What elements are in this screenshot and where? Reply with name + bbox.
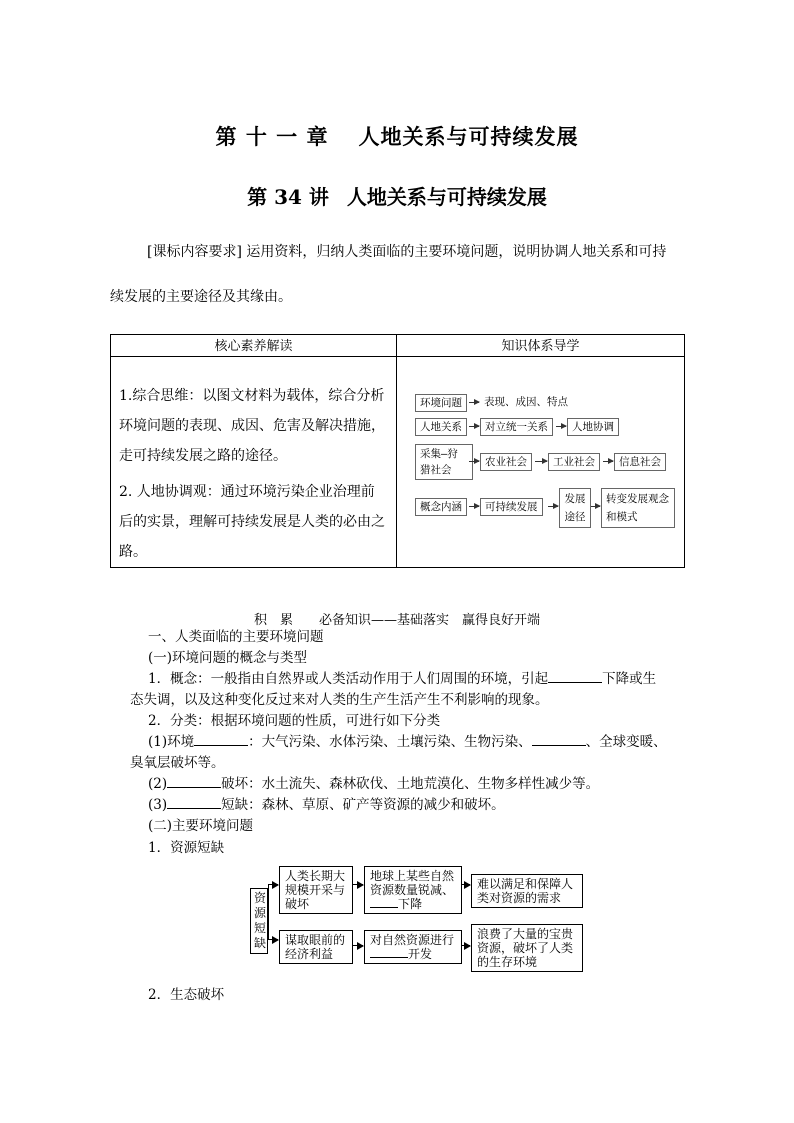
diagram-box: 难以满足和保障人类对资源的需求: [471, 874, 583, 908]
chapter-name: 人地关系与可持续发展: [358, 124, 579, 149]
class-3-b: 短缺：森林、草原、矿产等资源的减少和破坏。: [221, 797, 505, 813]
km-box: 农业社会: [480, 453, 532, 471]
lesson-name: 人地关系与可持续发展: [346, 185, 547, 209]
diagram-arrow: [353, 945, 363, 946]
km-box: 人地关系: [415, 418, 467, 436]
km-arrow: [556, 426, 566, 427]
answer-blank[interactable]: [548, 682, 602, 683]
subheading-ecology: 2．生态破坏: [148, 987, 225, 1003]
concept-line-2: 态失调，以及这种变化反过来对人类的生产生活产生不利影响的现象。: [130, 692, 549, 708]
km-box: 发展途径: [559, 488, 591, 528]
section-title: 积 累 必备知识——基础落实 赢得良好开端: [253, 613, 540, 628]
diagram-arrow: [462, 884, 470, 885]
answer-blank[interactable]: [194, 745, 248, 746]
km-box: 工业社会: [548, 453, 600, 471]
km-box: 环境问题: [415, 394, 467, 412]
class-3-line: [148, 795, 693, 816]
km-box: 人地协调: [567, 418, 619, 436]
diagram-box-text-b: 下降: [398, 897, 423, 911]
class-1-line-2: 臭氧层破坏等。: [130, 755, 225, 771]
diagram-arrow: [353, 884, 363, 885]
km-arrow: [548, 506, 558, 507]
heading-1: 一、人类面临的主要环境问题: [148, 629, 324, 645]
diagram-box-text: 对自然资源进行: [370, 933, 455, 947]
literacy-point-1: 1.综合思维：以图文材料为载体，综合分析环境问题的表现、成因、危害及解决措施，走可持续发展之路的途径。: [119, 388, 385, 464]
km-box: 信息社会: [614, 453, 666, 471]
diagram-box: [364, 930, 462, 964]
diagram-arrow: [268, 884, 278, 885]
table-head-left: 核心素养解读: [111, 335, 397, 357]
lesson-number: 第 34 讲: [247, 185, 329, 209]
diagram-box-text: 地球上某些自然资源数量锐减、: [370, 869, 455, 897]
concept-line: [148, 669, 688, 690]
km-arrow: [603, 461, 613, 462]
requirement-line2: 续发展的主要途径及其缘由。: [110, 289, 292, 305]
diagram-box: [364, 866, 462, 914]
km-arrow: [535, 461, 547, 462]
class-2-line: [148, 774, 693, 795]
class-2-b: 破坏：水土流失、森林砍伐、土地荒漠化、生物多样性减少等。: [221, 776, 600, 792]
diagram-side-label: 资源短缺: [250, 888, 268, 954]
concept-text-a: 1．概念：一般指由自然界或人类活动作用于人们周围的环境，引起: [148, 671, 549, 687]
class-1-c: 、全球变暖、: [585, 734, 667, 750]
km-box: 采集—狩猎社会: [415, 444, 473, 480]
lesson-title: [0, 181, 794, 210]
km-arrow: [469, 461, 479, 462]
answer-blank[interactable]: [532, 745, 586, 746]
km-arrow: [469, 426, 479, 427]
answer-blank[interactable]: [370, 957, 408, 958]
core-literacy-table: [110, 334, 685, 568]
table-head-right: 知识体系导学: [397, 335, 685, 357]
diagram-box: 人类长期大规模开采与破坏: [279, 866, 353, 914]
diagram-box-text-b: 开发: [408, 947, 433, 961]
class-1-line: [148, 732, 688, 753]
km-box: 对立统一关系: [480, 418, 553, 436]
core-literacy-cell: [111, 357, 397, 568]
km-box: 可持续发展: [480, 498, 543, 516]
diagram-box: 浪费了大量的宝贵资源，破坏了人类的生存环境: [471, 924, 583, 972]
answer-blank[interactable]: [167, 808, 221, 809]
subheading-resource: 1．资源短缺: [148, 840, 225, 856]
answer-blank[interactable]: [370, 907, 398, 908]
km-arrow: [591, 506, 600, 507]
answer-blank[interactable]: [167, 787, 221, 788]
class-1-b: ：大气污染、水体污染、土壤污染、生物污染、: [248, 734, 532, 750]
diagram-box: 谋取眼前的经济利益: [279, 930, 353, 964]
diagram-arrow: [268, 939, 278, 940]
km-box: 概念内涵: [415, 498, 467, 516]
heading-1-2: (二)主要环境问题: [148, 818, 254, 834]
km-text: 表现、成因、特点: [480, 394, 572, 410]
concept-text-b: 下降或生: [602, 671, 657, 687]
heading-1-1: (一)环境问题的概念与类型: [148, 650, 308, 666]
literacy-point-2: 2. 人地协调观：通过环境污染企业治理前后的实景，理解可持续发展是人类的必由之路。: [119, 484, 385, 560]
diagram-arrow: [462, 945, 470, 946]
chapter-title: [0, 121, 794, 151]
diagram-bracket: [268, 884, 277, 939]
classify-line: 2．分类：根据环境问题的性质，可进行如下分类: [148, 713, 441, 729]
class-1-a: (1)环境: [148, 734, 195, 750]
km-arrow: [469, 506, 479, 507]
chapter-number: 第 十 一 章: [215, 124, 329, 149]
km-box: 转变发展观念和模式: [601, 488, 675, 528]
class-3-a: (3): [148, 797, 168, 813]
km-arrow: [469, 402, 479, 403]
requirement-line1: [课标内容要求] 运用资料，归纳人类面临的主要环境问题，说明协调人地关系和可持: [147, 244, 667, 260]
class-2-a: (2): [148, 776, 168, 792]
